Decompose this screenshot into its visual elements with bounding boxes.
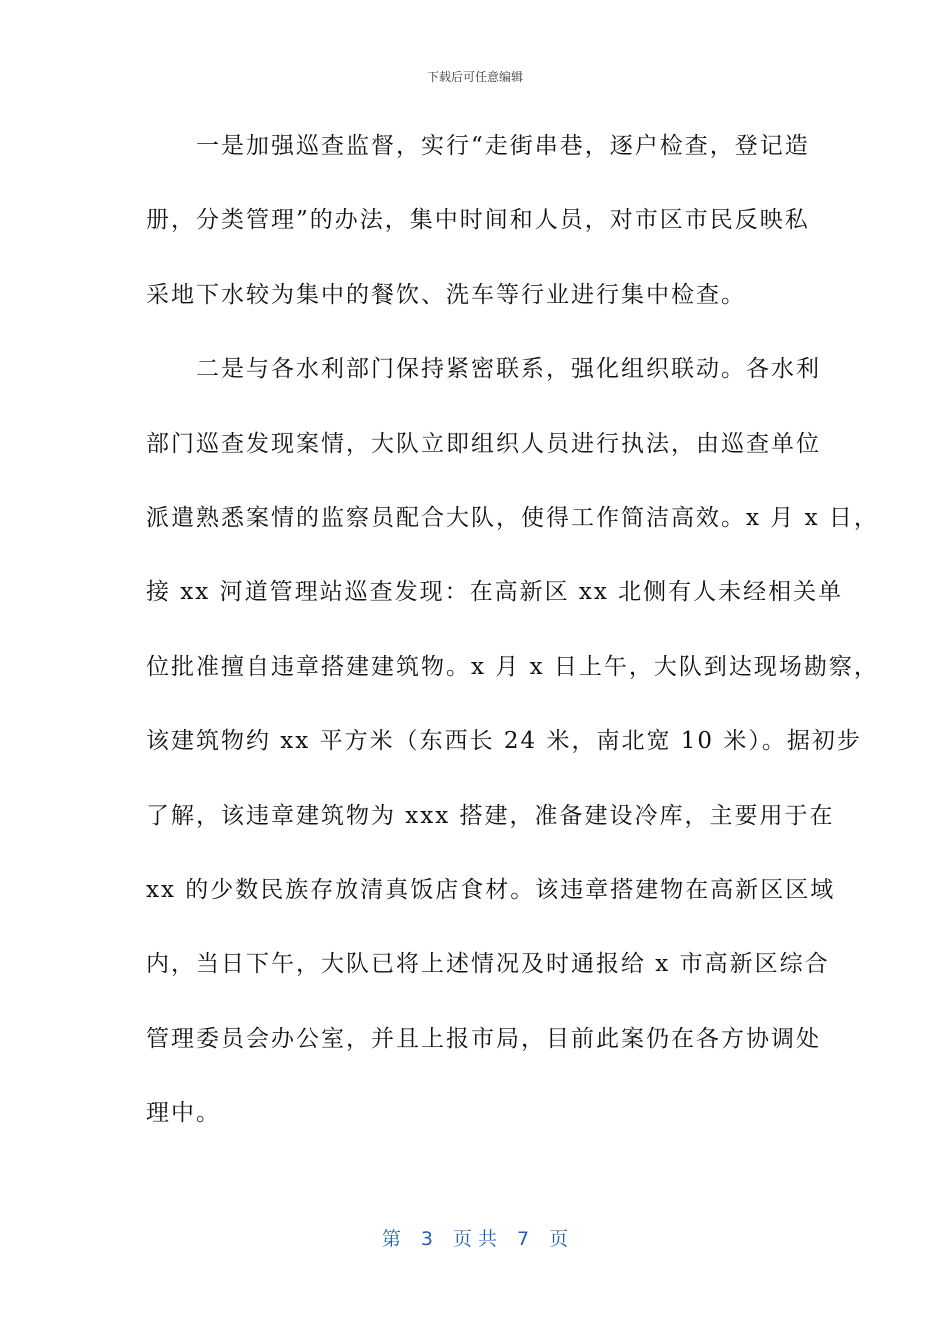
text-line: 位批准擅自违章搭建建筑物。x 月 x 日上午，大队到达现场勘察， xyxy=(146,653,879,680)
footer-prefix: 第 xyxy=(381,1228,401,1250)
footer-suffix: 页 xyxy=(549,1228,569,1250)
text-line: 理中。 xyxy=(146,1100,221,1127)
footer-middle: 页 共 xyxy=(452,1228,498,1250)
text-line: 采地下水较为集中的餐饮、洗车等行业进行集中检查。 xyxy=(146,281,746,308)
total-pages-number: 7 xyxy=(517,1228,530,1250)
text-line: 一是加强巡查监督，实行“走街串巷，逐户检查，登记造 xyxy=(146,133,810,159)
text-line: 内，当日下午，大队已将上述情况及时通报给 x 市高新区综合 xyxy=(146,951,830,978)
text-line: xx 的少数民族存放清真饭店食材。该违章搭建物在高新区区域 xyxy=(146,876,836,903)
text-line: 该建筑物约 xx 平方米（东西长 24 米，南北宽 10 米）。据初步 xyxy=(146,728,862,755)
body-text xyxy=(146,118,879,1159)
text-line: 二是与各水利部门保持紧密联系，强化组织联动。各水利 xyxy=(146,356,821,383)
text-line: 部门巡查发现案情，大队立即组织人员进行执法，由巡查单位 xyxy=(146,430,821,457)
header-note: 下载后可任意编辑 xyxy=(426,70,523,84)
text-line: 册，分类管理”的办法，集中时间和人员，对市区市民反映私 xyxy=(146,207,810,234)
page-number-footer xyxy=(0,1224,950,1251)
text-line: 接 xx 河道管理站巡查发现：在高新区 xx 北侧有人未经相关单 xyxy=(146,579,844,606)
text-line: 管理委员会办公室，并且上报市局，目前此案仍在各方协调处 xyxy=(146,1025,821,1052)
current-page-number: 3 xyxy=(420,1228,433,1250)
text-line: 派遣熟悉案情的监察员配合大队，使得工作简洁高效。x 月 x 日， xyxy=(146,504,879,531)
text-line: 了解，该违章建筑物为 xxx 搭建，准备建设冷库，主要用于在 xyxy=(146,802,835,829)
